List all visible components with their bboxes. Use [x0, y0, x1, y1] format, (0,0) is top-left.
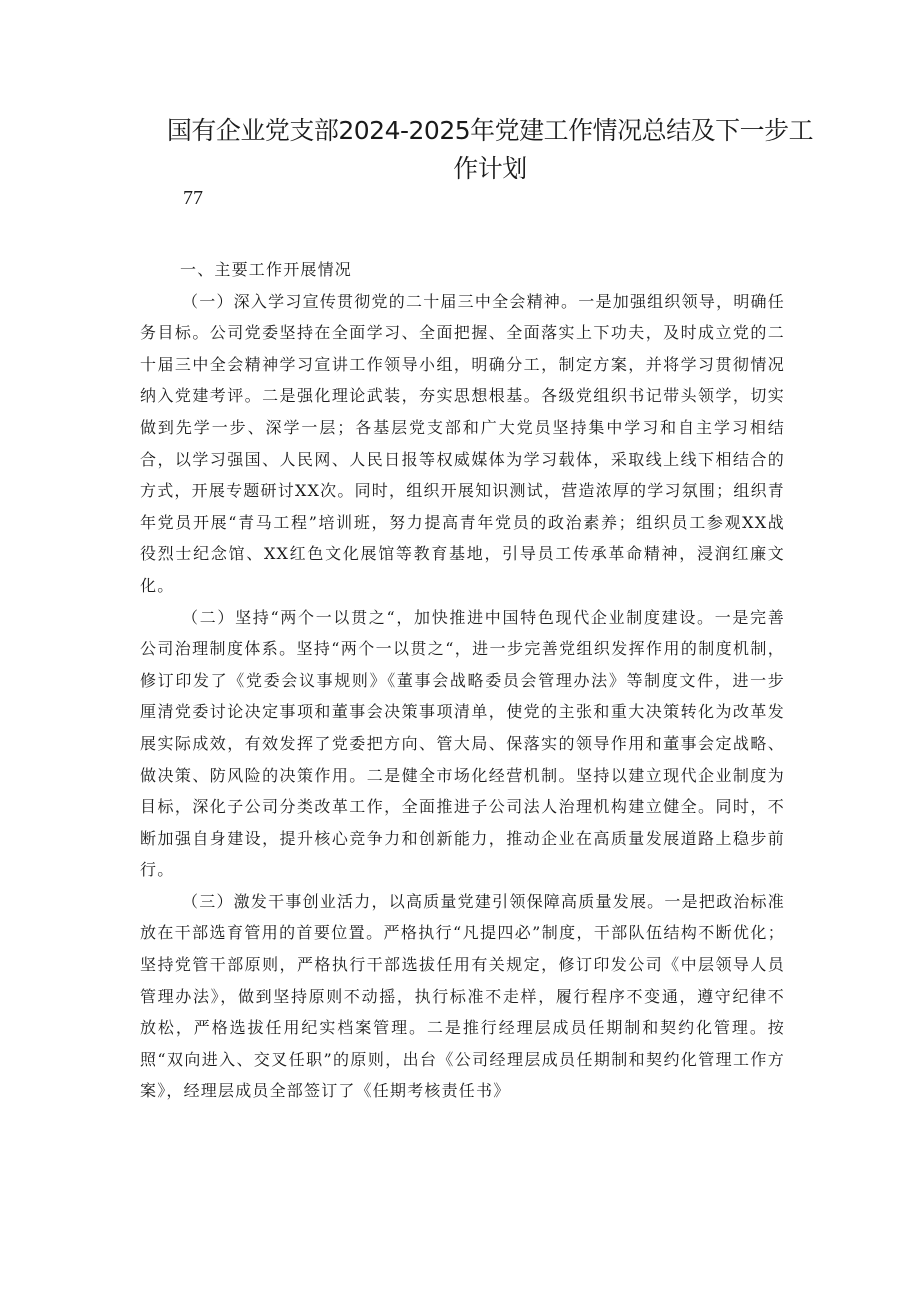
page-number: 77	[183, 187, 203, 209]
paragraph-3: （三）激发干事创业活力，以高质量党建引领保障高质量发展。一是把政治标准放在干部选育管用的首要位置。严格执行“凡提四必”制度，干部队伍结构不断优化；坚持党管干部原则，严格执行干部选拔任用有关规定，修订印发公司《中层领导人员管理办法》，做到坚持原则不动摇，执行标准不走样，履行程序不变通，遵守纪律不放松，严格选拔任用纪实档案管理。二是推行经理层成员任期制和契约化管理。按照“双向进入、交叉任职”的原则，出台《公司经理层成员任期制和契约化管理工作方案》，经理层成员全部签订了《任期考核责任书》	[140, 891, 785, 1101]
document-body	[140, 254, 785, 1107]
paragraph-2: （二）坚持“两个一以贯之“，加快推进中国特色现代企业制度建设。一是完善公司治理制度体系。坚持“两个一以贯之“，进一步完善党组织发挥作用的制度机制，修订印发了《党委会议事规则》《董事会战略委员会管理办法》等制度文件，进一步厘清党委讨论决定事项和董事会决策事项清单，使党的主张和重大决策转化为改革发展实际成效，有效发挥了党委把方向、管大局、保落实的领导作用和董事会定战略、做决策、防风险的决策作用。二是健全市场化经营机制。坚持以建立现代企业制度为目标，深化子公司分类改革工作，全面推进子公司法人治理机构建立健全。同时，不断加强自身建设，提升核心竞争力和创新能力，推动企业在高质量发展道路上稳步前行。	[140, 607, 785, 880]
section-heading: 一、主要工作开展情况	[180, 260, 353, 279]
paragraph-1: （一）深入学习宣传贯彻党的二十届三中全会精神。一是加强组织领导，明确任务目标。公司党委坚持在全面学习、全面把握、全面落实上下功夫，及时成立党的二十届三中全会精神学习宣讲工作领导小组，明确分工，制定方案，并将学习贯彻情况纳入党建考评。二是强化理论武装，夯实思想根基。各级党组织书记带头领学，切实做到先学一步、深学一层；各基层党支部和广大党员坚持集中学习和自主学习相结合，以学习强国、人民网、人民日报等权威媒体为学习载体，采取线上线下相结合的方式，开展专题研讨XX次。同时，组织开展知识测试，营造浓厚的学习氛围；组织青年党员开展“青马工程”培训班，努力提高青年党员的政治素养；组织员工参观XX战役烈士纪念馆、XX红色文化展馆等教育基地，引导员工传承革命精神，浸润红廉文化。	[140, 291, 785, 595]
document-title: 国有企业党支部2024-2025年党建工作情况总结及下一步工作计划	[166, 116, 814, 183]
